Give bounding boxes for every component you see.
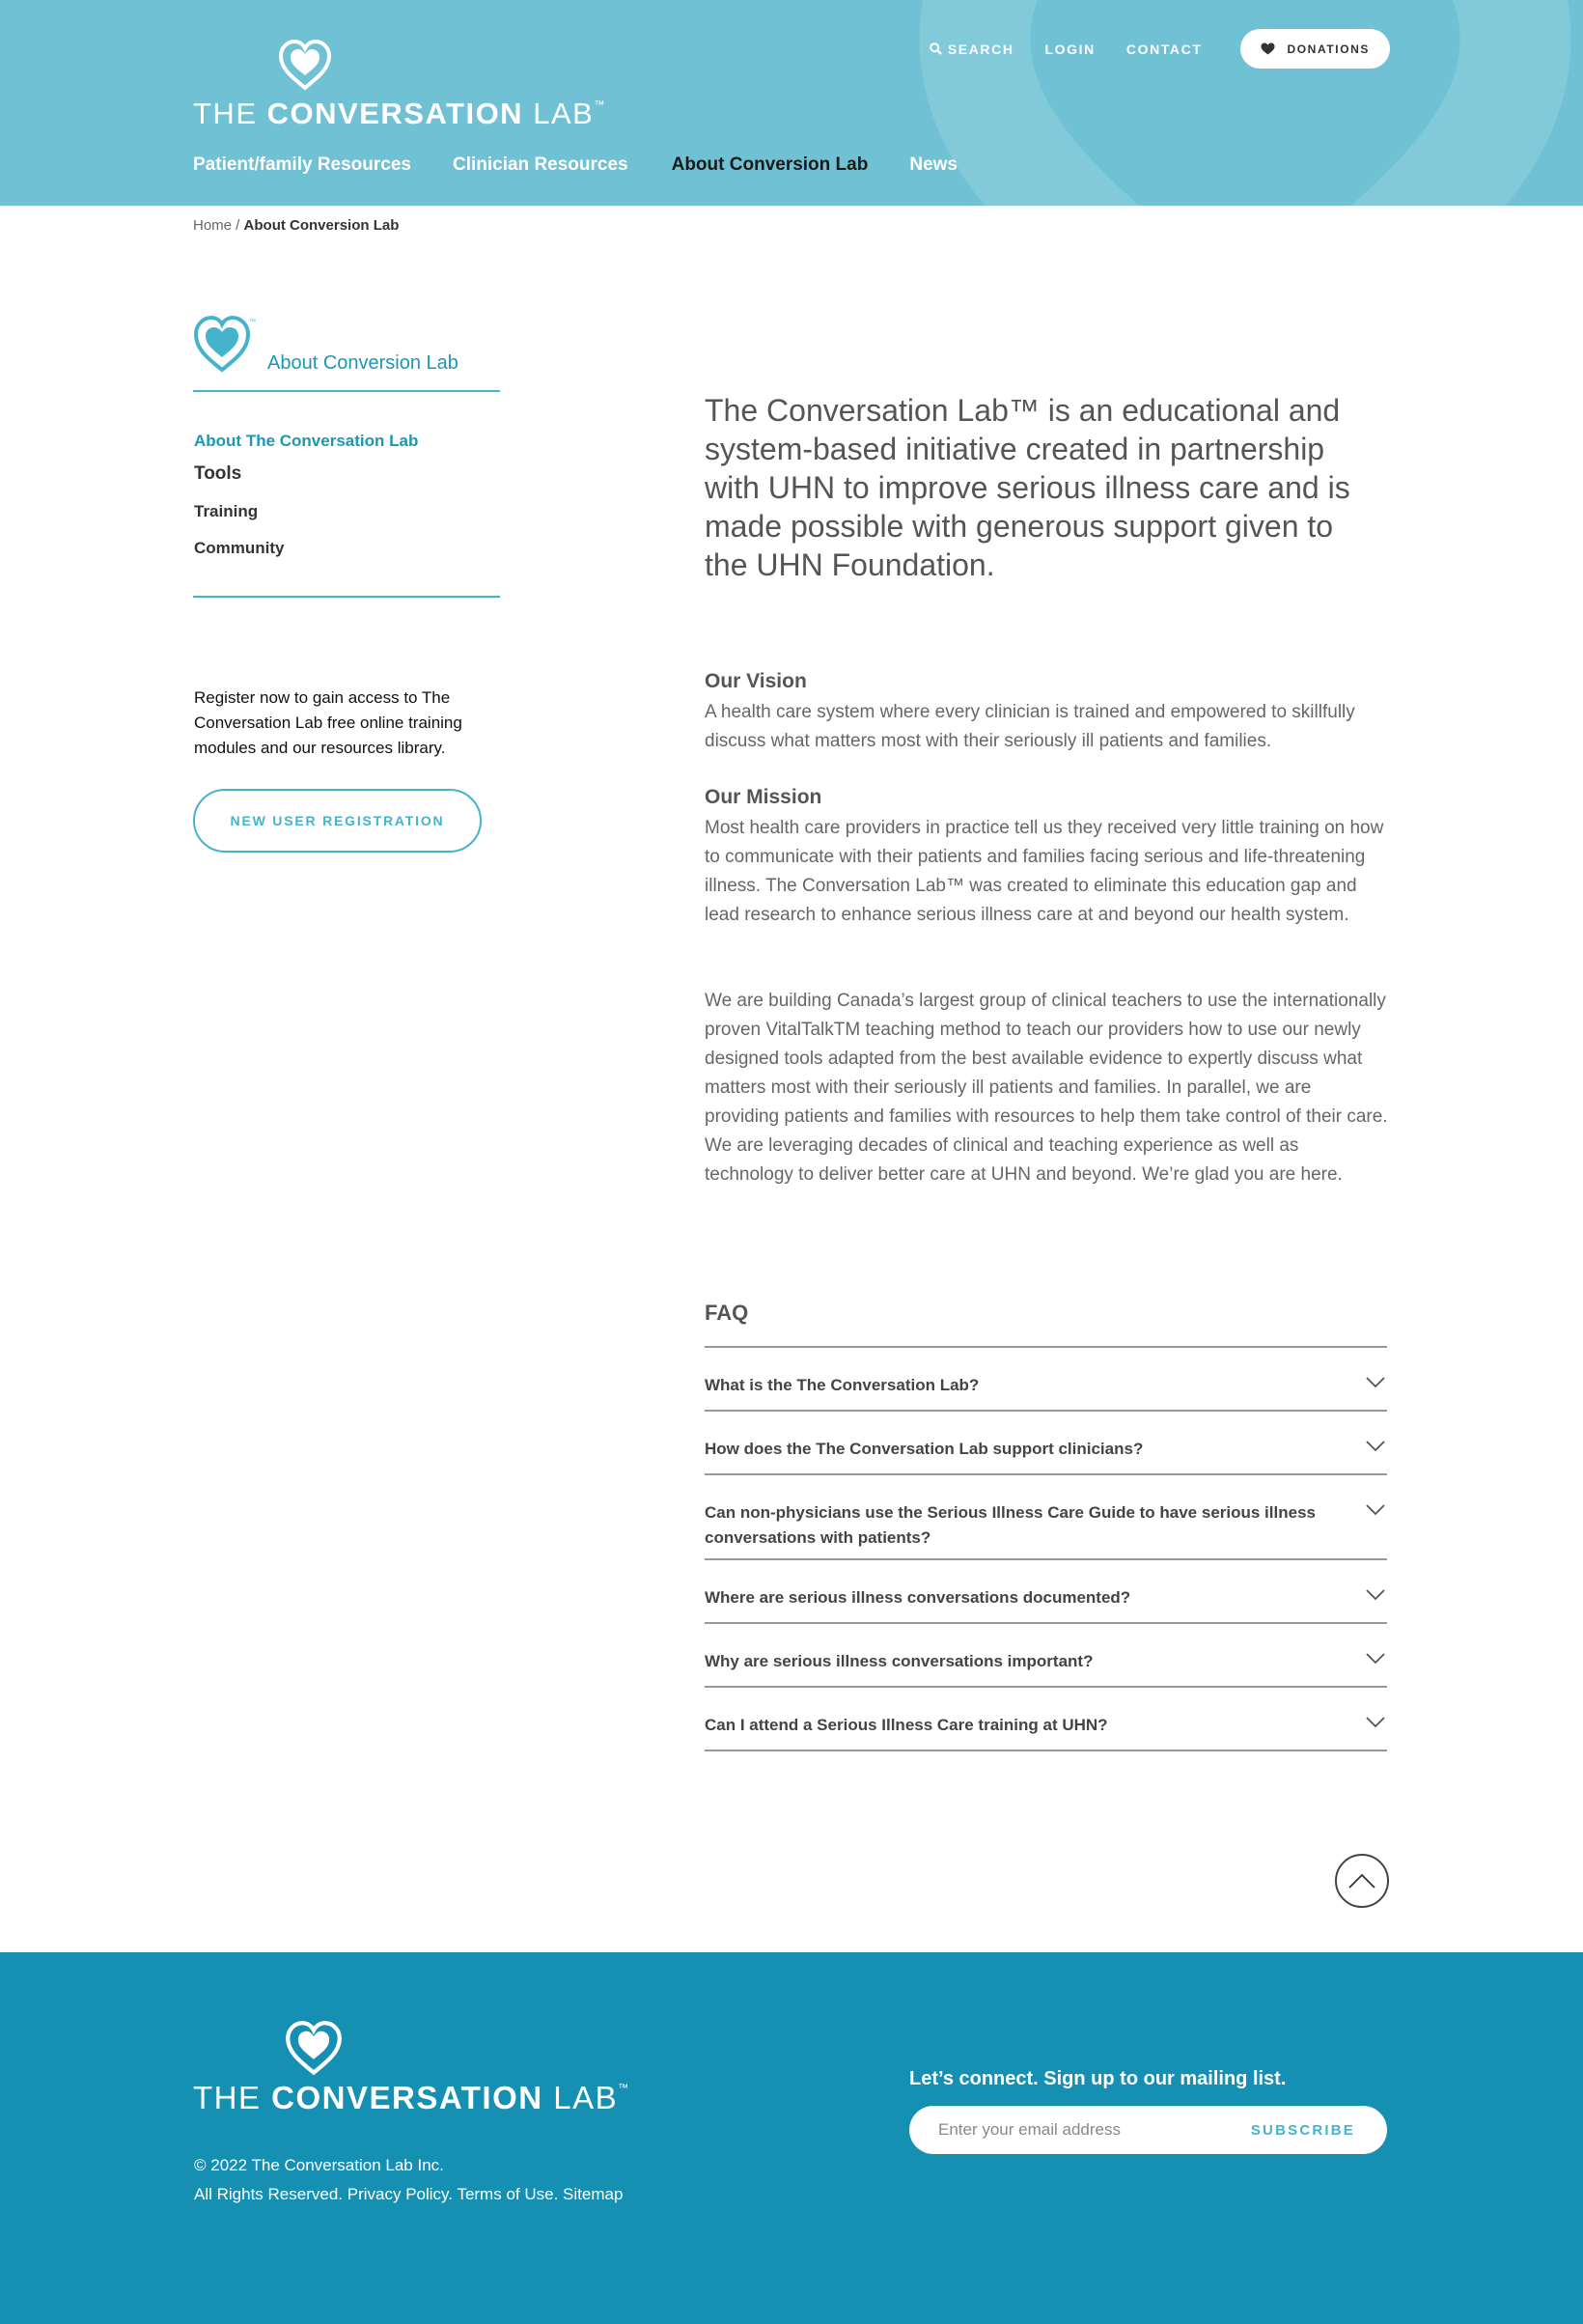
terms-of-use-link[interactable]: Terms of Use. [457, 2185, 559, 2203]
sidebar-item-about[interactable]: About The Conversation Lab [194, 432, 419, 450]
sidebar-item-community[interactable]: Community [194, 539, 285, 557]
faq-question: Can non-physicians use the Serious Illness Care Guide to have serious illness conversations with patients? [705, 1503, 1316, 1547]
breadcrumb [193, 217, 399, 234]
logo-wordmark: THE CONVERSATION LAB™ [193, 97, 606, 130]
intro-text: The Conversation Lab™ is an educational and system-based initiative created in partnership with UHN to improve serious illness care and is made possible with generous support given to the UHN Foundation. [705, 393, 1350, 582]
heart-icon [193, 314, 257, 374]
newsletter-form [909, 2106, 1387, 2154]
chevron-down-icon [1366, 1377, 1385, 1388]
subscribe-button[interactable]: SUBSCRIBE [1250, 2121, 1355, 2139]
sidebar-item-training[interactable]: Training [194, 502, 259, 520]
search-link[interactable]: SEARCH [930, 42, 1014, 57]
faq-question: How does the The Conversation Lab support clinicians? [705, 1440, 1144, 1458]
sitemap-link[interactable]: Sitemap [563, 2185, 624, 2203]
chevron-down-icon [1366, 1653, 1385, 1665]
contact-link[interactable]: CONTACT [1125, 41, 1203, 57]
breadcrumb-current: About Conversion Lab [243, 217, 400, 234]
faq-question: What is the The Conversation Lab? [705, 1376, 980, 1394]
faq-question: Why are serious illness conversations important? [705, 1652, 1094, 1670]
footer-logo-wordmark: THE CONVERSATION LAB™ [193, 2080, 630, 2115]
rights-text: All Rights Reserved. [194, 2185, 344, 2203]
login-link[interactable]: LOGIN [1044, 41, 1096, 57]
footer-logo[interactable] [193, 2020, 630, 2116]
chevron-down-icon [1366, 1441, 1385, 1452]
svg-text:™: ™ [249, 319, 256, 325]
newsletter-label: Let’s connect. Sign up to our mailing list. [909, 2068, 1287, 2089]
nav-about-conversion-lab[interactable]: About Conversion Lab [671, 154, 869, 175]
new-user-registration-button[interactable]: NEW USER REGISTRATION [193, 789, 482, 853]
faq-item[interactable] [705, 1475, 1387, 1560]
site-logo[interactable] [193, 39, 606, 131]
faq-title: FAQ [705, 1301, 749, 1325]
faq-item[interactable] [705, 1348, 1387, 1412]
sidebar-nav [193, 421, 500, 598]
heart-logo-icon [278, 39, 332, 93]
faq-item[interactable] [705, 1560, 1387, 1624]
mission-title: Our Mission [705, 786, 822, 808]
heart-logo-icon [284, 2020, 344, 2078]
vision-text: A health care system where every clinician is trained and empowered to skillfully discuss what matters most with their seriously ill patients and families. [705, 702, 1355, 751]
mission-text: Most health care providers in practice tell us they received very little training on how to communicate with their patients and families facing serious and life-threatening illness. The Conversation Lab™ was created to eliminate this education gap and lead research to enhance serious illness care at and beyond our health system. [705, 818, 1384, 925]
donations-button[interactable]: DONATIONS [1240, 29, 1390, 69]
nav-patient-family-resources[interactable]: Patient/family Resources [193, 154, 411, 175]
privacy-policy-link[interactable]: Privacy Policy. [347, 2185, 454, 2203]
faq-item[interactable] [705, 1624, 1387, 1688]
faq-item[interactable] [705, 1688, 1387, 1751]
faq-question: Where are serious illness conversations documented? [705, 1588, 1131, 1607]
sidebar-item-tools[interactable]: Tools [194, 463, 242, 484]
faq-question: Can I attend a Serious Illness Care training at UHN? [705, 1716, 1108, 1734]
footer-copyright [194, 2151, 623, 2209]
register-text: Register now to gain access to The Conversation Lab free online training modules and our resources library. [194, 688, 462, 757]
chevron-down-icon [1366, 1717, 1385, 1728]
utility-nav [899, 29, 1390, 69]
vision-title: Our Vision [705, 670, 807, 692]
breadcrumb-home[interactable]: Home [193, 217, 233, 234]
footer-links [194, 2180, 623, 2209]
breadcrumb-separator: / [232, 217, 244, 234]
nav-clinician-resources[interactable]: Clinician Resources [452, 154, 628, 175]
site-header [0, 0, 1583, 206]
chevron-down-icon [1366, 1504, 1385, 1516]
site-footer [0, 1952, 1583, 2324]
main-nav [193, 154, 999, 176]
chevron-up-icon [1348, 1873, 1375, 1889]
email-input[interactable] [909, 2108, 1251, 2152]
sidebar-header [193, 314, 500, 392]
faq-item[interactable] [705, 1412, 1387, 1475]
back-to-top-button[interactable] [1335, 1854, 1389, 1908]
search-icon [930, 42, 942, 55]
faq-accordion [705, 1346, 1387, 1751]
heart-icon [1261, 42, 1275, 55]
copyright-text: © 2022 The Conversation Lab Inc. [194, 2156, 444, 2174]
nav-news[interactable]: News [909, 154, 958, 175]
building-text: We are building Canada’s largest group of clinical teachers to use the internationally proven VitalTalkTM teaching method to teach our providers how to use our newly designed tools adapted from the best available evidence to expertly discuss what matters most with their seriously ill patients and families. In parallel, we are providing patients and families with resources to help them take control of their care. We are leveraging decades of clinical and teaching experience as well as technology to deliver better care at UHN and beyond. We’re glad you are here. [705, 991, 1388, 1185]
chevron-down-icon [1366, 1589, 1385, 1601]
sidebar-title: About Conversion Lab [267, 352, 458, 374]
